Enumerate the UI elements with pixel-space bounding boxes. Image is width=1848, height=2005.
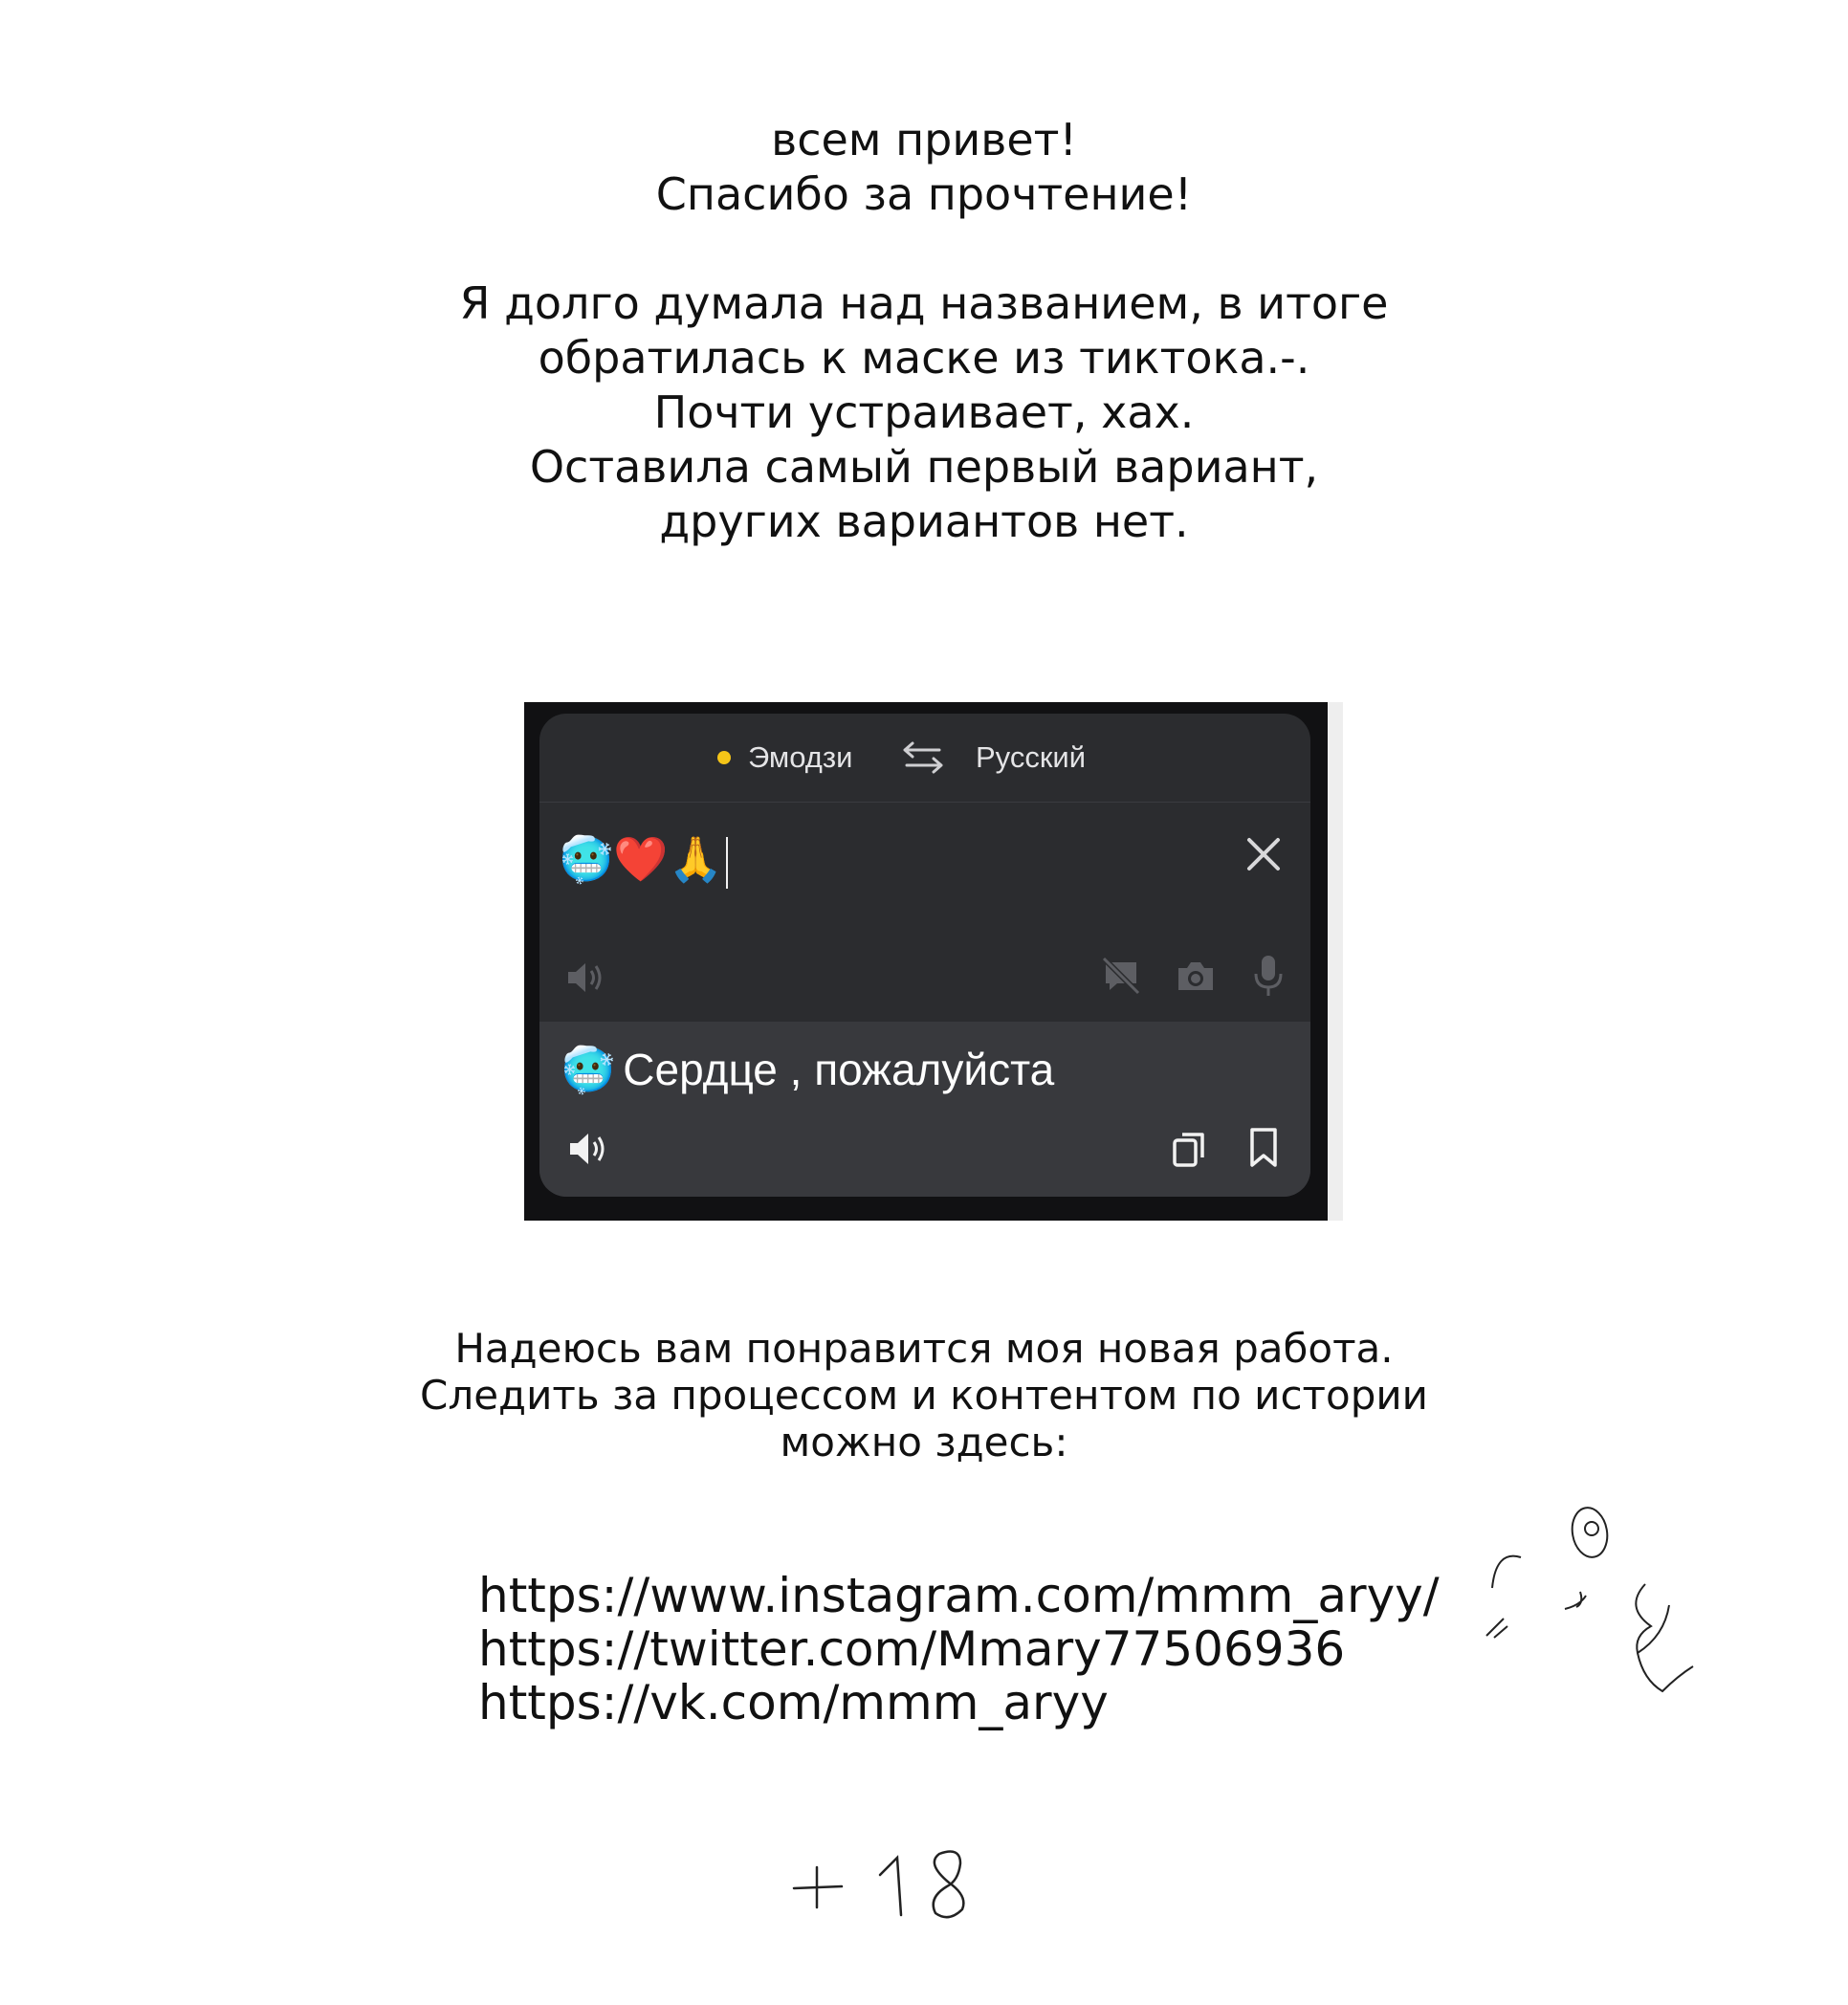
translation-emoji: 🥶 xyxy=(561,1044,616,1095)
chat-off-icon[interactable] xyxy=(1100,955,1142,997)
instagram-link[interactable]: https://www.instagram.com/mmm_aryy/ xyxy=(478,1568,1440,1623)
close-icon[interactable] xyxy=(1242,832,1286,876)
translation-value: Сердце , пожалуйста xyxy=(623,1045,1055,1094)
speaker-icon[interactable] xyxy=(566,1129,610,1169)
promo-text xyxy=(0,1325,1848,1465)
screenshot-edge xyxy=(1328,702,1343,1221)
swap-icon[interactable] xyxy=(901,740,945,775)
intro-line: Спасибо за прочтение! xyxy=(655,168,1193,220)
intro-line: Почти устраивает, хах. xyxy=(653,386,1195,438)
intro-text xyxy=(0,113,1848,549)
source-text-value: 🥶❤️🙏 xyxy=(559,833,723,885)
speaker-icon[interactable] xyxy=(564,958,606,997)
intro-line: других вариантов нет. xyxy=(659,496,1189,547)
intro-line: Оставила самый первый вариант, xyxy=(529,441,1319,493)
translation-result xyxy=(539,1022,1310,1197)
copy-icon[interactable] xyxy=(1171,1129,1209,1169)
source-language-label: Эмодзи xyxy=(748,740,853,774)
vk-link[interactable]: https://vk.com/mmm_aryy xyxy=(478,1675,1109,1730)
doodle-face-drawing xyxy=(1473,1492,1703,1703)
age-mark-drawing xyxy=(784,1846,995,1923)
target-language-button[interactable]: Русский xyxy=(976,740,1087,774)
age-mark-label: +18 xyxy=(784,1846,786,1847)
twitter-link[interactable]: https://twitter.com/Mmary77506936 xyxy=(478,1621,1346,1677)
language-bar xyxy=(539,714,1310,803)
intro-gap xyxy=(0,222,1848,276)
source-language-button[interactable] xyxy=(717,740,852,775)
mic-icon[interactable] xyxy=(1249,953,1287,999)
intro-line: всем привет! xyxy=(771,114,1077,165)
promo-line: Следить за процессом и контентом по истории xyxy=(420,1372,1428,1419)
source-text-input[interactable] xyxy=(559,832,728,889)
translator-screenshot xyxy=(524,702,1328,1221)
intro-line: Я долго думала над названием, в итоге xyxy=(459,277,1389,329)
translator-card xyxy=(539,714,1310,1197)
camera-icon[interactable] xyxy=(1175,957,1217,995)
source-language-dot xyxy=(717,751,731,764)
social-links xyxy=(478,1569,1440,1730)
bookmark-icon[interactable] xyxy=(1247,1127,1280,1169)
promo-line: Надеюсь вам понравится моя новая работа. xyxy=(454,1325,1394,1372)
promo-line: можно здесь: xyxy=(780,1419,1068,1465)
translation-text[interactable] xyxy=(561,1043,1054,1096)
age-mark xyxy=(784,1846,995,1923)
intro-line: обратилась к маске из тиктока.-. xyxy=(538,332,1310,384)
text-cursor xyxy=(726,837,728,889)
